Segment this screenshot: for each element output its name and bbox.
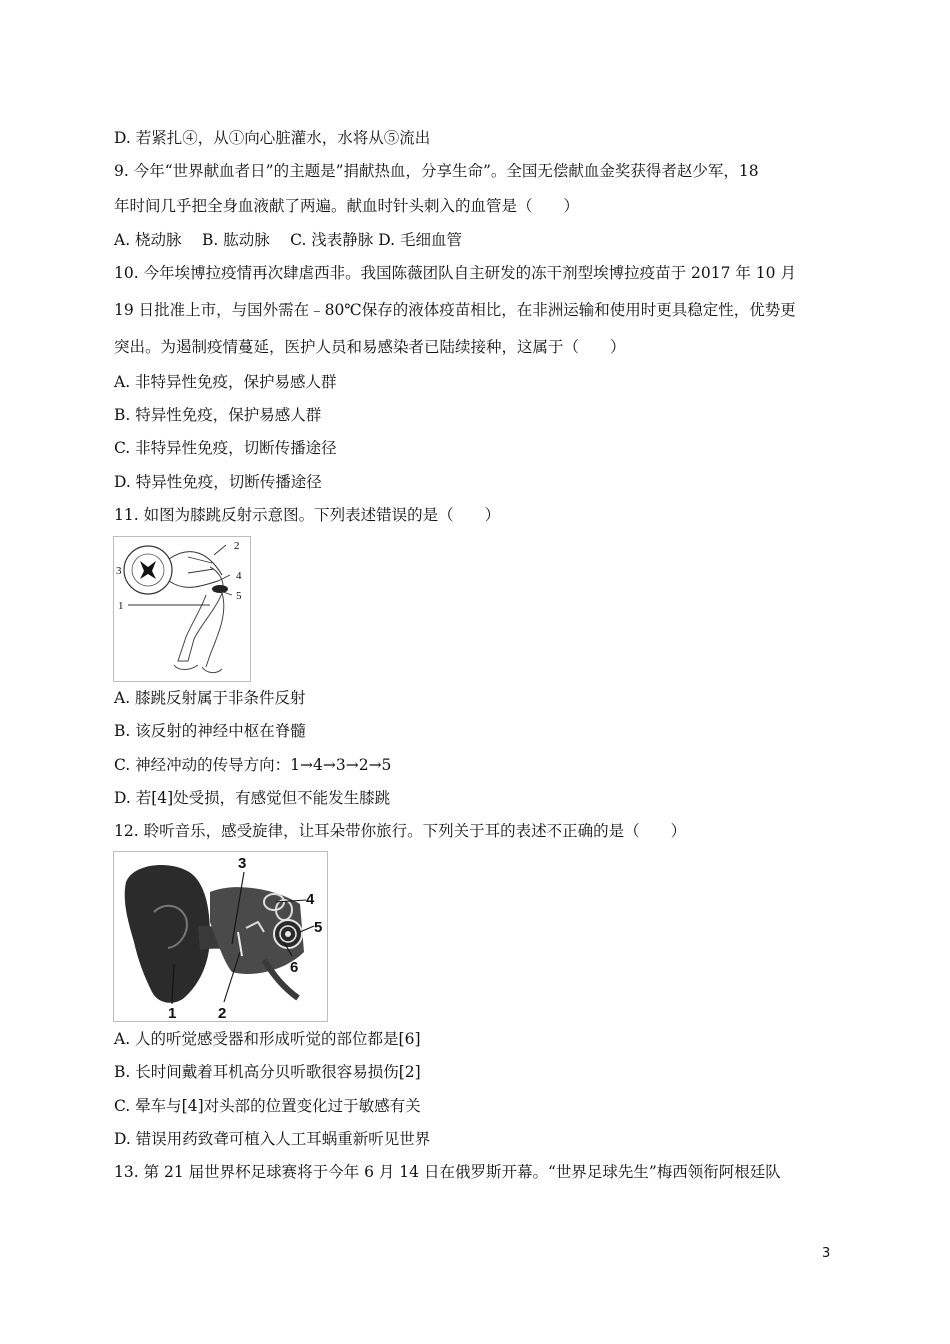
q11-stem: 11. 如图为膝跳反射示意图。下列表述错误的是（ ） xyxy=(114,506,501,524)
ear-anatomy-diagram xyxy=(114,852,327,1021)
ear-anatomy-figure xyxy=(113,851,328,1022)
ear-label-5: 5 xyxy=(314,919,323,936)
q10-option-c: C. 非特异性免疫，切断传播途径 xyxy=(114,439,337,457)
page-number: 3 xyxy=(822,1246,831,1261)
q10-option-a: A. 非特异性免疫，保护易感人群 xyxy=(114,373,337,391)
q12-option-d: D. 错误用药致聋可植入人工耳蜗重新听见世界 xyxy=(114,1130,431,1148)
q12-option-c: C. 晕车与[4]对头部的位置变化过于敏感有关 xyxy=(114,1097,421,1115)
q9-options: A. 桡动脉 B. 肱动脉 C. 浅表静脉 D. 毛细血管 xyxy=(114,231,462,249)
q11-option-b: B. 该反射的神经中枢在脊髓 xyxy=(114,722,306,740)
ear-label-6: 6 xyxy=(290,959,299,976)
ear-label-2: 2 xyxy=(218,1005,227,1021)
q12-stem: 12. 聆听音乐，感受旋律，让耳朵带你旅行。下列关于耳的表述不正确的是（ ） xyxy=(114,822,687,840)
knee-jerk-reflex-figure xyxy=(113,536,251,682)
figure-label-4: 4 xyxy=(236,570,242,582)
q11-option-a: A. 膝跳反射属于非条件反射 xyxy=(114,689,306,707)
figure-label-2: 2 xyxy=(234,540,240,552)
q13-stem-line-1: 13. 第 21 届世界杯足球赛将于今年 6 月 14 日在俄罗斯开幕。“世界足球先生”梅西领衔阿根廷队 xyxy=(114,1163,781,1181)
q10-stem-line-3: 突出。为遏制疫情蔓延，医护人员和易感染者已陆续接种，这属于（ ） xyxy=(114,338,626,356)
q10-stem-line-1: 10. 今年埃博拉疫情再次肆虐西非。我国陈薇团队自主研发的冻干剂型埃博拉疫苗于 2017 年 10 月 xyxy=(114,264,796,282)
knee-jerk-reflex-diagram xyxy=(114,537,250,681)
q12-option-a: A. 人的听觉感受器和形成听觉的部位都是[6] xyxy=(114,1030,421,1048)
figure-label-3: 3 xyxy=(116,565,122,577)
figure-label-1: 1 xyxy=(118,600,124,612)
q11-option-d: D. 若[4]处受损，有感觉但不能发生膝跳 xyxy=(114,789,391,807)
q9-stem-line-1: 9. 今年“世界献血者日”的主题是”捐献热血，分享生命”。全国无偿献血金奖获得者赵少军，18 xyxy=(114,162,759,180)
ear-label-4: 4 xyxy=(306,891,315,908)
ear-label-1: 1 xyxy=(168,1005,177,1021)
figure-label-5: 5 xyxy=(236,590,242,602)
q10-option-d: D. 特异性免疫，切断传播途径 xyxy=(114,473,322,491)
ear-label-3: 3 xyxy=(238,855,247,872)
q9-stem-line-2: 年时间几乎把全身血液献了两遍。献血时针头刺入的血管是（ ） xyxy=(114,197,580,215)
q11-option-c: C. 神经冲动的传导方向：1→4→3→2→5 xyxy=(114,756,392,774)
q10-option-b: B. 特异性免疫，保护易感人群 xyxy=(114,406,322,424)
q12-option-b: B. 长时间戴着耳机高分贝听歌很容易损伤[2] xyxy=(114,1063,421,1081)
q8-option-d: D. 若紧扎④，从①向心脏灌水，水将从⑤流出 xyxy=(114,129,431,147)
q10-stem-line-2: 19 日批准上市，与国外需在﹣80℃保存的液体疫苗相比，在非洲运输和使用时更具稳定性，优势更 xyxy=(114,301,796,319)
